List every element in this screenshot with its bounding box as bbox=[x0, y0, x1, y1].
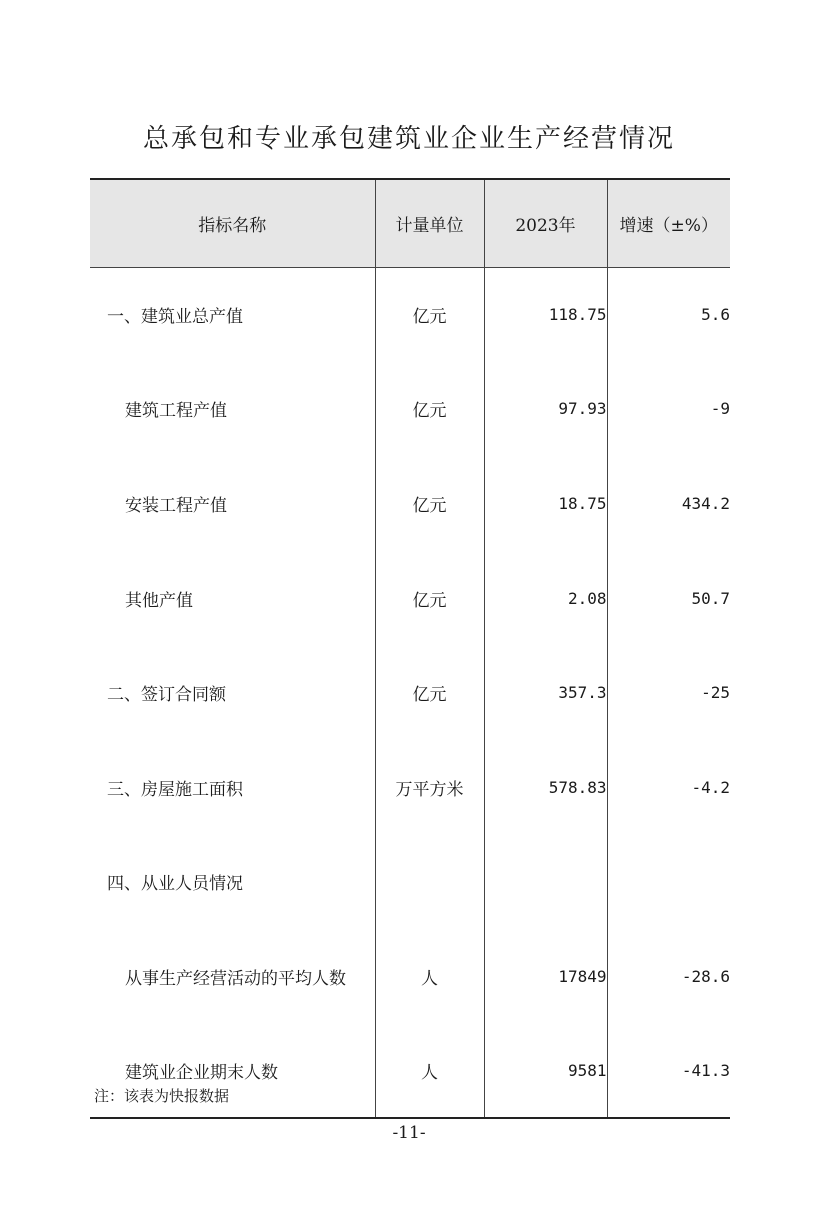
row-value: 18.75 bbox=[484, 456, 607, 551]
row-unit: 亿元 bbox=[375, 456, 484, 551]
row-growth: 434.2 bbox=[607, 456, 730, 551]
row-indicator-name: 从事生产经营活动的平均人数 bbox=[125, 968, 346, 989]
row-indicator-name: 建筑业企业期末人数 bbox=[90, 1024, 375, 1119]
row-indicator-name: 四、从业人员情况 bbox=[107, 874, 243, 895]
table-row bbox=[90, 267, 730, 362]
row-unit bbox=[375, 835, 484, 930]
row-indicator-name: 建筑工程产值 bbox=[125, 401, 227, 422]
header-year-value: 2023年 bbox=[484, 179, 607, 267]
row-value: 17849 bbox=[484, 929, 607, 1024]
row-indicator-name: 三、房屋施工面积 bbox=[107, 779, 243, 800]
page-title: 总承包和专业承包建筑业企业生产经营情况 bbox=[142, 124, 675, 154]
row-growth: 5.6 bbox=[607, 267, 730, 362]
row-unit: 人 bbox=[375, 1024, 484, 1119]
row-unit: 亿元 bbox=[375, 551, 484, 646]
header-unit: 计量单位 bbox=[375, 179, 484, 267]
row-unit: 人 bbox=[375, 929, 484, 1024]
table-header-row bbox=[90, 179, 730, 267]
row-growth: -41.3 bbox=[607, 1024, 730, 1119]
row-unit: 亿元 bbox=[375, 362, 484, 457]
page-number: -11- bbox=[392, 1123, 426, 1143]
row-value: 357.3 bbox=[484, 645, 607, 740]
table-footnote: 注：该表为快报数据 bbox=[94, 1087, 230, 1105]
row-indicator-name: 其他产值 bbox=[125, 590, 193, 611]
row-unit: 亿元 bbox=[375, 267, 484, 362]
row-growth: -9 bbox=[607, 362, 730, 457]
table-row bbox=[90, 929, 730, 1024]
row-growth: -25 bbox=[607, 645, 730, 740]
row-value: 118.75 bbox=[484, 267, 607, 362]
row-growth bbox=[607, 835, 730, 930]
row-value bbox=[484, 835, 607, 930]
table-row bbox=[90, 645, 730, 740]
table-row bbox=[90, 456, 730, 551]
row-value: 97.93 bbox=[484, 362, 607, 457]
header-growth-rate: 增速（±%） bbox=[607, 179, 730, 267]
table-row bbox=[90, 835, 730, 930]
table-row bbox=[90, 551, 730, 646]
row-growth: -4.2 bbox=[607, 740, 730, 835]
row-unit: 万平方米 bbox=[375, 740, 484, 835]
statistics-table bbox=[90, 178, 730, 1119]
row-growth: -28.6 bbox=[607, 929, 730, 1024]
table-row bbox=[90, 362, 730, 457]
row-indicator-name: 一、建筑业总产值 bbox=[107, 307, 243, 328]
table-row bbox=[90, 740, 730, 835]
row-unit: 亿元 bbox=[375, 645, 484, 740]
row-value: 9581 bbox=[484, 1024, 607, 1119]
row-value: 2.08 bbox=[484, 551, 607, 646]
header-indicator-name: 指标名称 bbox=[90, 179, 375, 267]
row-indicator-name: 二、签订合同额 bbox=[107, 685, 226, 706]
row-growth: 50.7 bbox=[607, 551, 730, 646]
row-indicator-name: 安装工程产值 bbox=[125, 495, 227, 516]
row-value: 578.83 bbox=[484, 740, 607, 835]
